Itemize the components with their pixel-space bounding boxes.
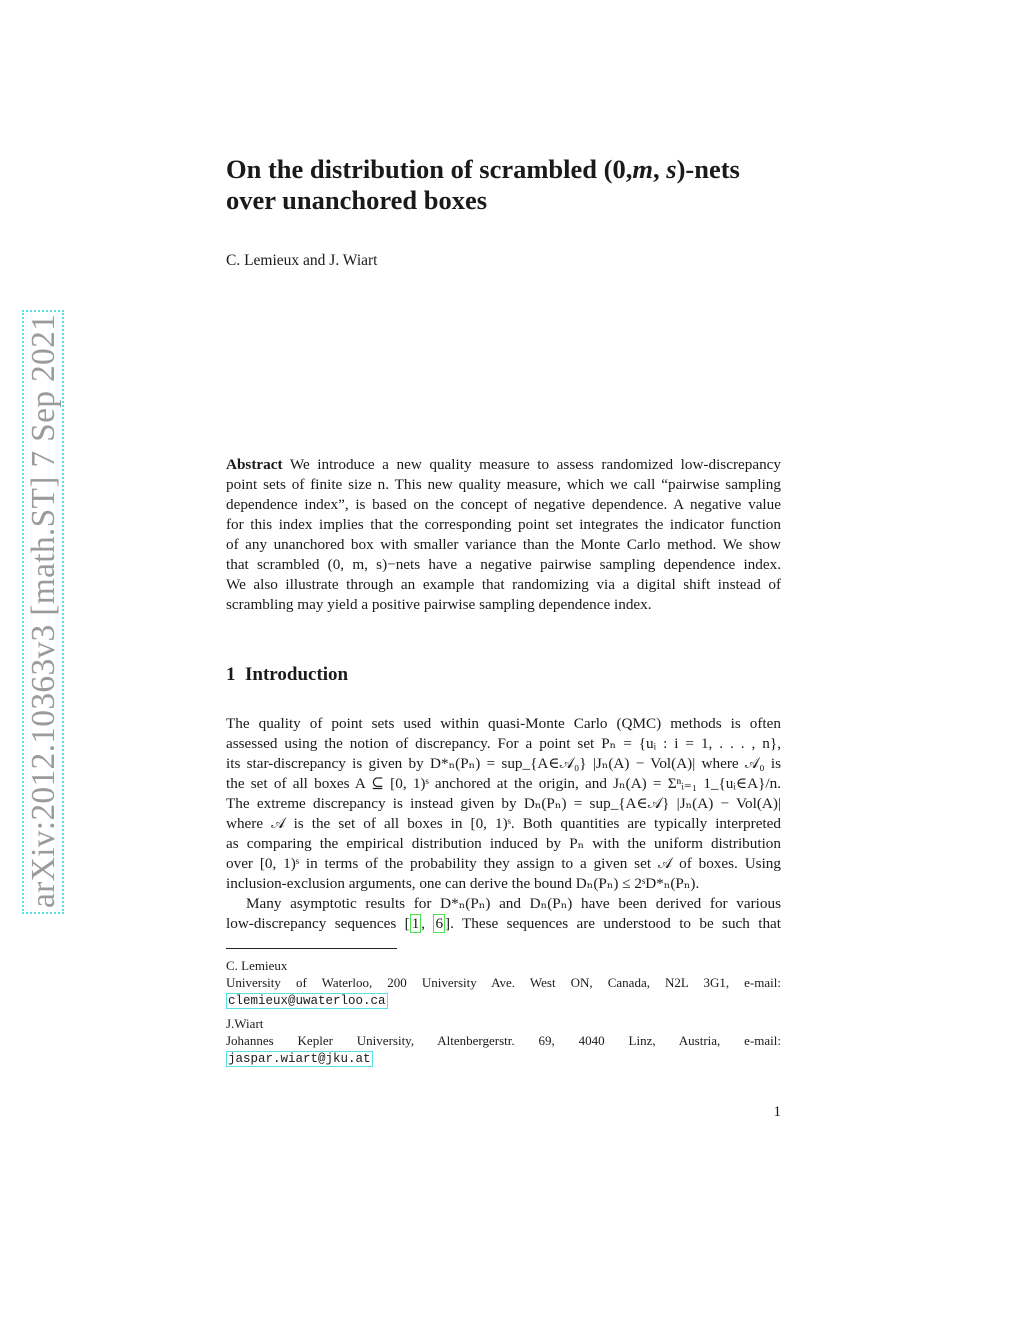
page-number: 1 bbox=[773, 1104, 781, 1120]
title-suffix: )-nets bbox=[676, 154, 740, 184]
email-link[interactable]: clemieux@uwaterloo.ca bbox=[228, 994, 386, 1008]
title-text: On the distribution of scrambled (0, bbox=[226, 154, 633, 184]
title-var-m: m bbox=[632, 154, 653, 184]
body-line: The extreme discrepancy is instead given by Dₙ(Pₙ) = sup_{A∈𝒜} |Jₙ(A) − Vol(A)| bbox=[226, 795, 781, 813]
title-comma: , bbox=[652, 154, 667, 184]
body-line: over [0, 1)ˢ in terms of the probability they assign to a given set 𝒜 of boxes. Using bbox=[226, 855, 781, 873]
footnote-affiliation: University of Waterloo, 200 University Ave. West ON, Canada, N2L 3G1, e-mail: bbox=[226, 975, 781, 990]
body-line: The quality of point sets used within quasi-Monte Carlo (QMC) methods is often bbox=[226, 715, 781, 732]
citation-link[interactable]: 1 bbox=[411, 915, 420, 933]
abstract-line bbox=[226, 455, 781, 475]
section-heading bbox=[226, 664, 348, 686]
body-line: inclusion-exclusion arguments, one can derive the bound Dₙ(Pₙ) ≤ 2ˢD*ₙ(Pₙ). bbox=[226, 875, 700, 893]
footnote-author-name: C. Lemieux bbox=[226, 958, 288, 973]
body-line bbox=[226, 914, 781, 934]
body-line: Many asymptotic results for D*ₙ(Pₙ) and Dₙ(Pₙ) have been derived for various bbox=[246, 895, 781, 912]
body-text: ]. These sequences are understood to be such that bbox=[445, 915, 781, 933]
abstract-line: scrambling may yield a positive pairwise sampling dependence index. bbox=[226, 596, 652, 614]
body-line: as comparing the empirical distribution induced by Pₙ with the uniform distribution bbox=[226, 835, 781, 853]
body-line: its star-discrepancy is given by D*ₙ(Pₙ) = sup_{A∈𝒜₀} |Jₙ(A) − Vol(A)| where 𝒜₀ is bbox=[226, 755, 781, 773]
footnote-divider bbox=[226, 948, 397, 949]
authors: C. Lemieux and J. Wiart bbox=[226, 252, 378, 269]
abstract-line: of any unanchored box with smaller variance than the Monte Carlo method. We show bbox=[226, 536, 781, 554]
paper-title bbox=[226, 154, 826, 216]
section-title: Introduction bbox=[245, 664, 349, 685]
title-line-1 bbox=[226, 154, 826, 185]
intro-paragraph bbox=[226, 714, 781, 894]
footnote-author-2 bbox=[226, 1015, 781, 1068]
abstract-label: Abstract bbox=[226, 456, 283, 473]
footnote-email-line bbox=[226, 1049, 781, 1068]
abstract-line: We also illustrate through an example that randomizing via a digital shift instead of bbox=[226, 576, 781, 594]
abstract-line: that scrambled (0, m, s)−nets have a negative pairwise sampling dependence index. bbox=[226, 556, 781, 574]
abstract-line: point sets of finite size n. This new quality measure, which we call “pairwise sampling bbox=[226, 476, 781, 494]
footnote-author-name: J.Wiart bbox=[226, 1016, 264, 1031]
title-var-s: s bbox=[666, 154, 677, 184]
body-line: assessed using the notion of discrepancy. For a point set Pₙ = {uᵢ : i = 1, . . . , n}, bbox=[226, 735, 781, 753]
abstract-line: for this index implies that the corresponding point set integrates the indicator function bbox=[226, 516, 781, 534]
abstract-line: dependence index”, is based on the concept of negative dependence. A negative value bbox=[226, 496, 781, 514]
body-line: where 𝒜 is the set of all boxes in [0, 1)ˢ. Both quantities are typically interpreted bbox=[226, 815, 781, 833]
citation-link[interactable]: 6 bbox=[435, 915, 444, 933]
footnote-affiliation: Johannes Kepler University, Altenbergerstr. 69, 4040 Linz, Austria, e-mail: bbox=[226, 1033, 781, 1048]
abstract bbox=[226, 455, 781, 615]
title-line-2: over unanchored boxes bbox=[226, 185, 488, 215]
intro-paragraph-2 bbox=[226, 894, 781, 934]
body-line: the set of all boxes A ⊆ [0, 1)ˢ anchored at the origin, and Jₙ(A) = Σⁿᵢ₌₁ 1_{uᵢ∈A}/n. bbox=[226, 775, 781, 793]
body-text: low-discrepancy sequences [ bbox=[226, 915, 410, 933]
citation-separator: , bbox=[421, 915, 434, 933]
arxiv-stamp: arXiv:2012.10363v3 [math.ST] 7 Sep 2021 bbox=[22, 310, 64, 914]
email-link[interactable]: jaspar.wiart@jku.at bbox=[228, 1052, 371, 1066]
footnote-author-1 bbox=[226, 957, 781, 1010]
section-number: 1 bbox=[226, 664, 236, 685]
footnote-email-line bbox=[226, 991, 781, 1010]
abstract-text: We introduce a new quality measure to assess randomized low-discrepancy bbox=[289, 456, 781, 473]
